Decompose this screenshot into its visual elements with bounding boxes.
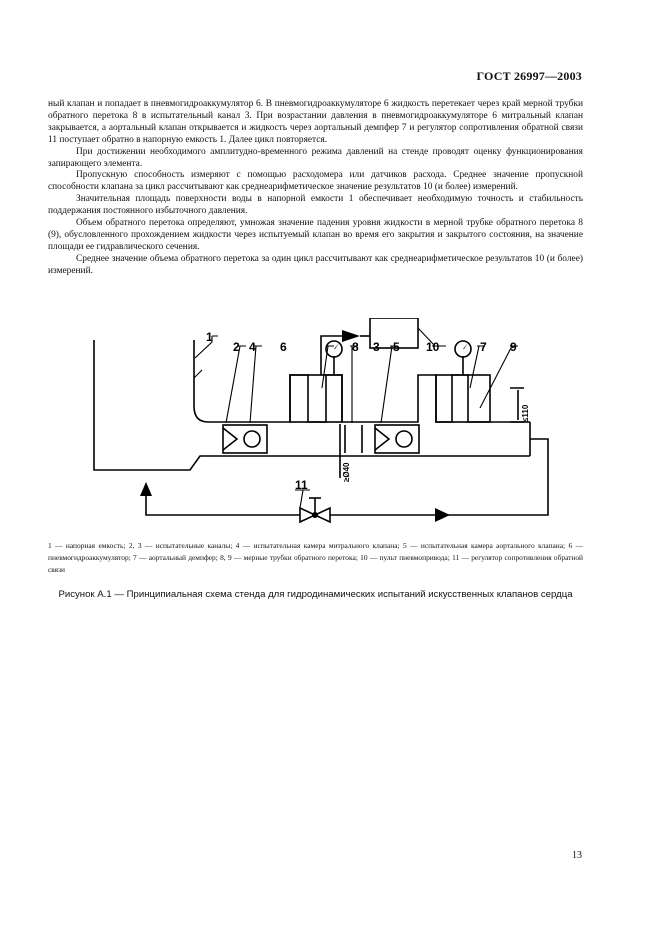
- label-6: 6: [280, 340, 287, 354]
- triangle-arrow-icon: [140, 482, 152, 496]
- paragraph: ный клапан и попадает в пневмогидроаккумулятор 6. В пневмогидроаккумуляторе 6 жидкость перетекает через край мерной трубки обратного перетока 8 в испытательный канал 3. При возрастании давления в пневмогидроаккумуляторе 6 митральный клапан закрывается, а аортальный клапан открывается и жидкость через аортальный демпфер 7 и регулятор сопротивления обратной связи 11 поступает обратно в напорную емкость 1. Далее цикл повторяется.: [48, 99, 583, 145]
- label-8: 8: [352, 340, 359, 354]
- paragraph: При достижении необходимого амплитудно-временного режима давлений на стенде проводят оценку функционирования запирающего элемента.: [48, 146, 583, 169]
- label-3: 3: [373, 340, 380, 354]
- schematic-drawing: [90, 318, 560, 530]
- aortic-damper: [436, 375, 490, 422]
- paragraph: Значительная площадь поверхности воды в напорной емкости 1 обеспечивает необходимую точность и стабильность поддержания постоянного избыточного давления.: [48, 194, 583, 217]
- body-text: [48, 99, 583, 278]
- label-11: 11: [295, 478, 308, 492]
- figure-caption: Рисунок А.1 — Принципиальная схема стенда для гидродинамических испытаний искусственных клапанов сердца: [58, 589, 573, 600]
- accumulator: [290, 375, 342, 422]
- paragraph: Пропускную способность измеряют с помощью расходомера или датчиков расхода. Среднее значение пропускной способности клапана за цикл рассчитывают как среднеарифметическое значение результатов 10 (и более) измерений.: [48, 170, 583, 193]
- height-dimension: ≤110: [521, 404, 530, 422]
- figure-legend: 1 — напорная емкость; 2, 3 — испытательные каналы; 4 — испытательная камера митрального клапана; 5 — испытательная камера аортального клапана; 6 — пневмогидроаккумулятор; 7 — аортальный демпфер; 8, 9 — мерные трубки обратного перетока; 10 — пульт пневмопривода; 11 — регулятор сопротивления обратной связи: [48, 541, 583, 574]
- label-4: 4: [249, 340, 256, 354]
- label-7: 7: [480, 340, 487, 354]
- page-number: 13: [572, 850, 582, 861]
- paragraph: Объем обратного перетока определяют, умножая значение падения уровня жидкости в мерной трубке обратного перетока 8 (9), обусловленного прохождением жидкости через испытуемый клапан во время его закрытия и закрытого состояния, на значение площади ее гидравлического сечения.: [48, 218, 583, 252]
- paragraph: Среднее значение объема обратного перетока за один цикл рассчитывают как среднеарифметическое результатов 10 (и более) измерений.: [48, 253, 583, 276]
- diameter-dimension: ≥Ø40: [342, 462, 351, 482]
- label-9: 9: [510, 340, 517, 354]
- label-10: 10: [426, 340, 440, 354]
- test-stand-schematic: [90, 318, 560, 530]
- label-1: 1: [206, 330, 213, 344]
- label-5: 5: [393, 340, 400, 354]
- document-code: ГОСТ 26997—2003: [476, 69, 582, 83]
- triangle-arrow-icon: [435, 508, 450, 522]
- label-2: 2: [233, 340, 240, 354]
- pressure-tank: [94, 340, 530, 470]
